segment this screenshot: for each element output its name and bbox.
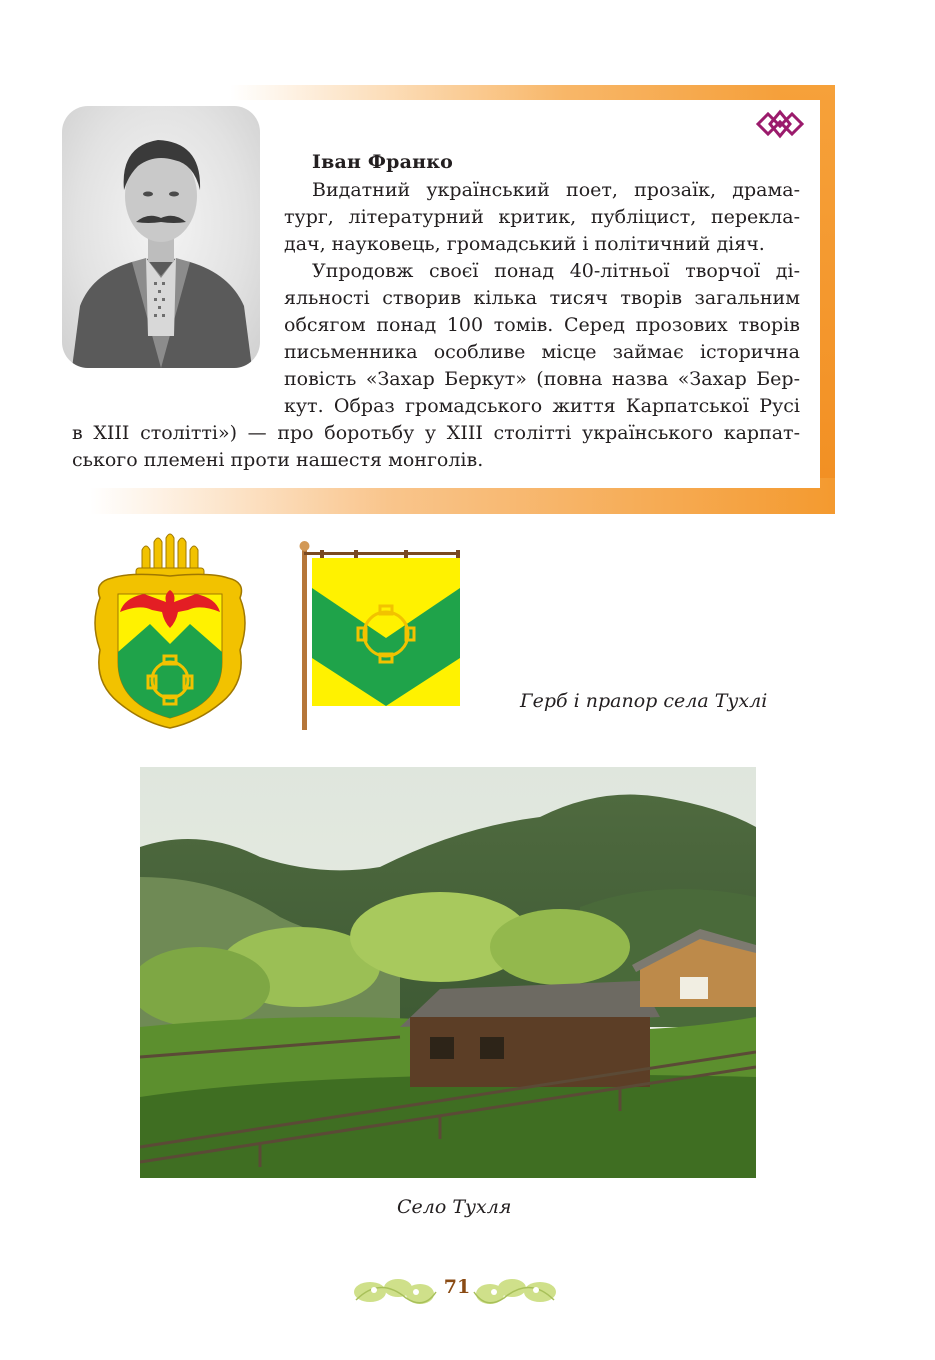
- bio-line: яльності створив кілька тисяч творів загальним: [284, 287, 800, 309]
- embroidery-ornament-icon: [752, 104, 808, 144]
- bio-line: повість «Захар Беркут» (повна назва «Захар Бер-: [284, 368, 800, 390]
- village-photo: [140, 767, 756, 1178]
- bio-line: в XIII столітті») — про боротьбу у XIII столітті українського карпат-: [72, 422, 800, 444]
- bio-line: Видатний український поет, прозаїк, драма-: [312, 179, 800, 201]
- bio-line: письменника особливе місце займає історична: [284, 341, 800, 363]
- bio-line: Упродовж своєї понад 40-літньої творчої ді-: [312, 260, 800, 282]
- bio-title: Іван Франко: [312, 151, 454, 173]
- bio-line: кут. Образ громадського життя Карпатської Русі: [284, 395, 800, 417]
- coat-of-arms-image: [90, 532, 250, 732]
- page-number: 71: [443, 1276, 471, 1298]
- bio-line: обсягом понад 100 томів. Серед прозових творів: [284, 314, 800, 336]
- bio-line: дач, науковець, громадський і політичний діяч.: [284, 233, 765, 255]
- bio-line: ського племені проти нашестя монголів.: [72, 449, 484, 471]
- flag-image: [296, 538, 466, 730]
- emblem-caption: Герб і прапор села Тухлі: [520, 690, 768, 712]
- bio-line: тург, літературний критик, публіцист, перекла-: [284, 206, 800, 228]
- photo-caption: Село Тухля: [397, 1196, 512, 1218]
- portrait-image: [62, 106, 260, 368]
